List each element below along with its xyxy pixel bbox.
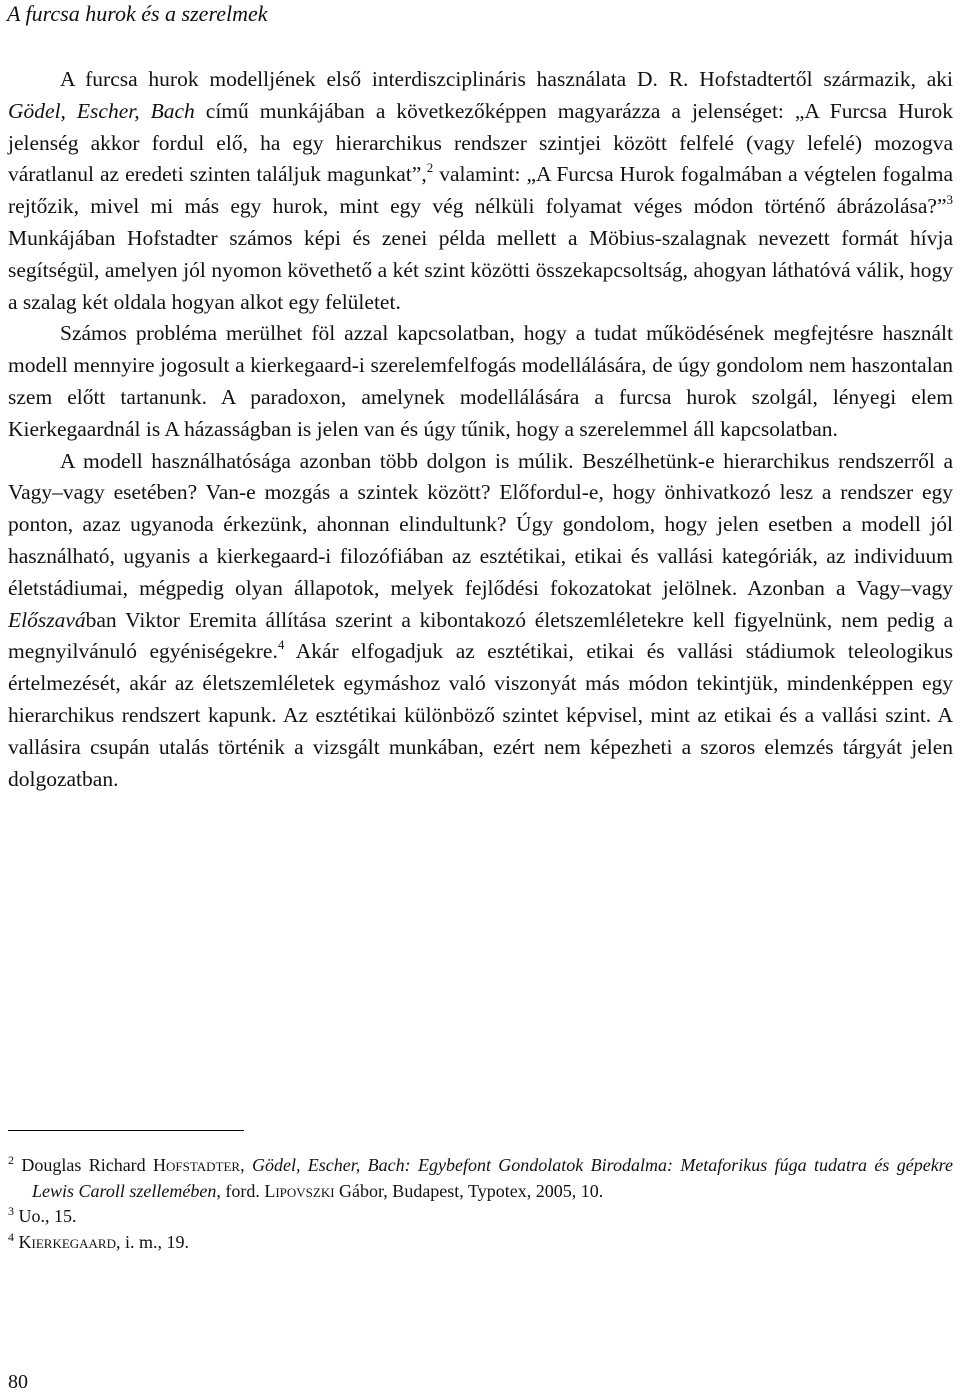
- footnote-ref-4[interactable]: 4: [277, 637, 285, 653]
- footnote-ref-3[interactable]: 3: [946, 192, 953, 208]
- footnote-ref-2[interactable]: 2: [426, 160, 434, 176]
- paragraph-1: A furcsa hurok modelljének első interdiszciplináris használata D. R. Hofstadtertől származik, aki Gödel, Escher, Bach című munkájában a következőképpen magyarázza a jelenséget: „A Furcsa Hurok jelenség akkor fordul elő, ha egy hierarchikus rendszer szintjei között felfelé (vagy lefelé) mozogva váratlanul az eredeti szinten találjuk magunkat”,$^2$ valamint: „A Furcsa Hurok fogalmában a végtelen fogalma rejtőzik, mivel mi más egy hurok, mint egy vég nélküli folyamat véges módon történő ábrázolása?”$^3$ Munkájában Hofstadter számos képi és zenei példa mellett a Möbius-szalagnak nevezett formát hívja segítségül, amelyen jól nyomon követhető a két szint közötti összekapcsoltság, ahogyan láthatóvá válik, hogy a szalag két oldala hogyan alkot egy felületet.: [8, 67, 953, 314]
- page-number: 80: [8, 1371, 28, 1393]
- footnotes: [8, 1153, 953, 1255]
- footnote-4: $^4$ Kierkegaard, i. m., 19.: [8, 1229, 190, 1252]
- section-title: A furcsa hurok és a szerelmek: [7, 1, 268, 26]
- book-title: Gödel, Escher, Bach: [8, 98, 195, 123]
- body-text: [8, 64, 953, 795]
- paragraph-3: A modell használhatósága azonban több dolgon is múlik. Beszélhetünk-e hierarchikus rendszerről a Vagy–vagy esetében? Van-e mozgás a szintek között? Előfordul-e, hogy önhivatkozó lesz a rendszer egy ponton, azaz ugyanoda érkezünk, ahonnan elindultunk? Úgy gondolom, hogy jelen esetben a modell jól használható, ugyanis a kierkegaard-i filozófiában az esztétikai, etikai és vallási kategóriák, az individuum életstádiumai, mégpedig olyan állapotok, melyek fejlődési fokozatokat jelölnek. Azonban a Vagy–vagy Előszavában Viktor Eremita állítása szerint a kibontakozó életszemléletekre kell figyelnünk, nem pedig a megnyilvánuló egyéniségekre.$^4$ Akár elfogadjuk az esztétikai, etikai és vallási stádiumok teleologikus értelmezését, akár az életszemléletek egymáshoz való viszonyát más módon tekintjük, mindenképpen egy hierarchikus rendszert kapunk. Az esztétikai különböző szintet képvisel, mint az etikai és a vallási szint. A vallásira csupán utalás történik a vizsgált munkában, ezért nem képezheti a szoros elemzés tárgyát jelen dolgozatban.: [8, 448, 953, 791]
- italic-term: Előszavá: [8, 607, 86, 632]
- footnote-divider: [8, 1130, 244, 1131]
- footnote-3: $^3$ Uo., 15.: [8, 1204, 77, 1226]
- paragraph-2: Számos probléma merülhet föl azzal kapcsolatban, hogy a tudat működésének megfejtésre használt modell mennyire jogosult a kierkegaard-i szerelemfelfogás modellálására, de úgy gondolom nem haszontalan szem előtt tartanunk. A paradoxon, amelynek modellálására a furcsa hurok szolgál, lényegi elem Kierkegaardnál is A házasságban is jelen van és úgy tűnik, hogy a szerelemmel áll kapcsolatban.: [8, 321, 953, 441]
- footnote-2: $^2$ Douglas Richard Hofstadter, Gödel, Escher, Bach: Egybefont Gondolatok Birodalma: Metaforikus fúga tudatra és gépekre Lewis Caroll szellemében, ford. Lipovszki Gábor, Budapest, Typotex, 2005, 10.: [8, 1153, 954, 1201]
